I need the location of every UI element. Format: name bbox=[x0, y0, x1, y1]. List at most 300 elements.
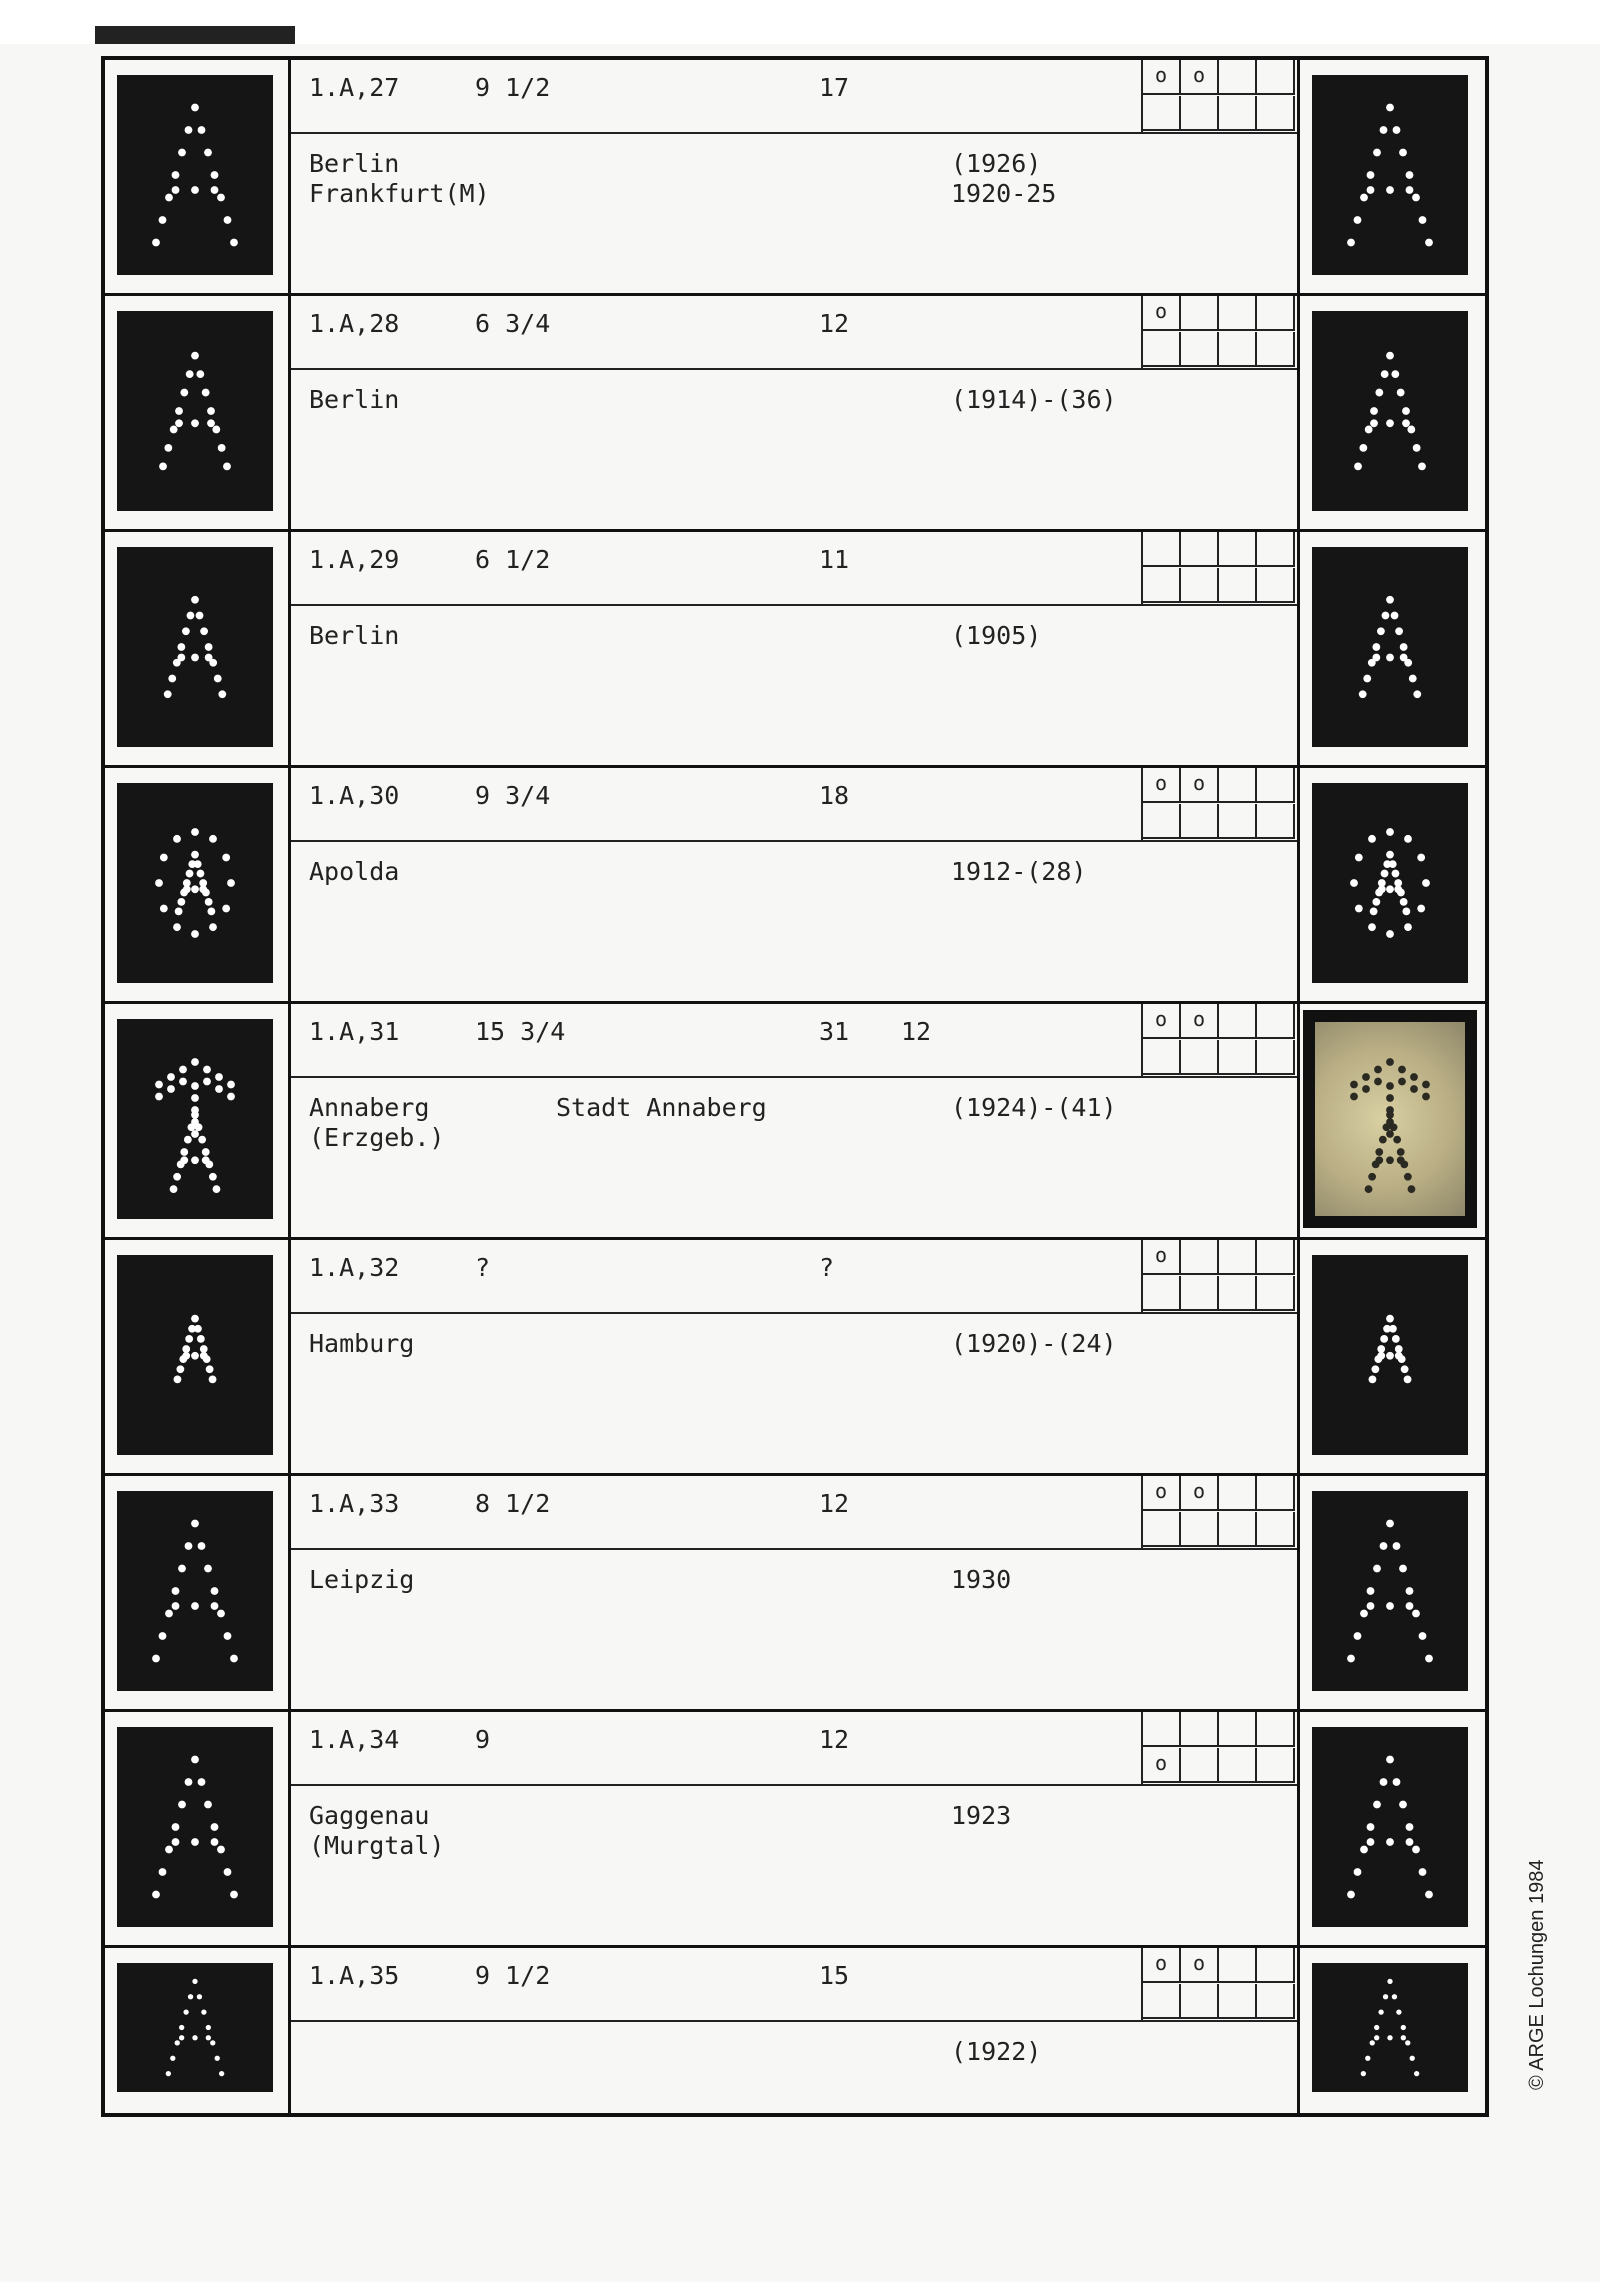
perforation-hole bbox=[1417, 854, 1425, 862]
mark-cell bbox=[1143, 532, 1181, 567]
perforation-hole bbox=[206, 1365, 214, 1373]
top-strip bbox=[0, 0, 1600, 44]
city-name: Hamburg bbox=[309, 1329, 415, 1358]
perforation-hole bbox=[211, 1602, 219, 1610]
perforation-hole bbox=[1375, 1148, 1383, 1156]
perforation-hole bbox=[1377, 1345, 1385, 1353]
perforation-hole bbox=[191, 1756, 199, 1764]
perforation-hole bbox=[1387, 2035, 1392, 2040]
perforation-hole bbox=[1390, 1123, 1398, 1131]
perforation-hole bbox=[167, 1085, 175, 1093]
mark-cell bbox=[1257, 568, 1295, 603]
perforation-hole bbox=[1350, 879, 1358, 887]
perforation-hole bbox=[176, 1365, 184, 1373]
catalog-entry bbox=[105, 1948, 1485, 2113]
entry-info bbox=[291, 768, 1297, 1001]
perforation-hole bbox=[1378, 2009, 1383, 2014]
left-perfin-pattern bbox=[120, 1966, 270, 2089]
perfin-size: 15 3/4 bbox=[475, 1017, 566, 1046]
perforation-hole bbox=[1404, 1375, 1412, 1383]
left-perfin-pattern bbox=[120, 1258, 270, 1452]
perforation-hole bbox=[191, 1094, 199, 1102]
perforation-hole bbox=[175, 419, 183, 427]
perforation-hole bbox=[1354, 462, 1362, 470]
right-stamp-cell bbox=[1297, 296, 1483, 529]
perforation-hole bbox=[1381, 870, 1389, 878]
perforation-hole bbox=[172, 1587, 180, 1595]
left-stamp-cell bbox=[105, 1476, 291, 1709]
perforation-hole bbox=[1370, 2040, 1375, 2045]
left-perfin-stamp bbox=[120, 1730, 270, 1924]
right-stamp-cell bbox=[1297, 532, 1483, 765]
perforation-hole bbox=[1399, 1565, 1407, 1573]
perforation-hole bbox=[1398, 1066, 1406, 1074]
catalog-entry bbox=[105, 60, 1485, 296]
city-name-secondary: (Erzgeb.) bbox=[309, 1123, 445, 1152]
entry-info bbox=[291, 1948, 1297, 2113]
perforation-hole bbox=[170, 2056, 175, 2061]
perforation-hole bbox=[202, 389, 210, 397]
mark-cell bbox=[1181, 1984, 1219, 2019]
perforation-hole bbox=[1347, 1891, 1355, 1899]
hole-count: 12 bbox=[819, 309, 850, 338]
catalog-number: 1.A,27 bbox=[309, 73, 400, 102]
right-perfin-pattern bbox=[1315, 550, 1465, 744]
catalog-entry bbox=[105, 296, 1485, 532]
perforation-hole bbox=[1425, 239, 1433, 247]
perforation-hole bbox=[209, 835, 217, 843]
mark-cell bbox=[1181, 1040, 1219, 1075]
right-stamp-cell bbox=[1297, 1240, 1483, 1473]
left-stamp-cell bbox=[105, 1004, 291, 1237]
perforation-hole bbox=[1422, 1081, 1430, 1089]
left-perfin-stamp bbox=[120, 550, 270, 744]
right-perfin-stamp bbox=[1315, 1966, 1465, 2089]
mark-cell: o bbox=[1181, 1004, 1219, 1039]
perforation-hole bbox=[1406, 1838, 1414, 1846]
mark-cell bbox=[1143, 1712, 1181, 1747]
perforation-hole bbox=[1361, 2071, 1366, 2076]
perforation-hole bbox=[209, 1173, 217, 1181]
perforation-hole bbox=[197, 870, 205, 878]
perforation-hole bbox=[1407, 426, 1415, 434]
left-stamp-cell bbox=[105, 532, 291, 765]
mark-cell bbox=[1219, 1004, 1257, 1039]
perforation-hole bbox=[1386, 1130, 1394, 1138]
entry-info bbox=[291, 296, 1297, 529]
left-perfin-pattern bbox=[120, 314, 270, 508]
perforation-hole bbox=[1386, 1082, 1394, 1090]
perforation-hole bbox=[1354, 1632, 1362, 1640]
perforation-hole bbox=[177, 898, 185, 906]
perforation-hole bbox=[191, 828, 199, 836]
right-stamp-cell bbox=[1297, 1004, 1483, 1237]
marks-grid bbox=[1141, 60, 1296, 132]
mark-cell bbox=[1181, 1276, 1219, 1311]
perforation-hole bbox=[204, 1801, 212, 1809]
right-perfin-pattern bbox=[1315, 1258, 1465, 1452]
perforation-hole bbox=[184, 1136, 192, 1144]
right-perfin-stamp bbox=[1315, 1022, 1465, 1216]
perforation-hole bbox=[1412, 1610, 1420, 1618]
city-name: Apolda bbox=[309, 857, 400, 886]
perforation-hole bbox=[200, 627, 208, 635]
perforation-hole bbox=[1406, 1823, 1414, 1831]
perforation-hole bbox=[155, 1081, 163, 1089]
mark-cell bbox=[1219, 532, 1257, 567]
perforation-hole bbox=[1386, 828, 1394, 836]
mark-cell bbox=[1143, 1512, 1181, 1547]
perforation-hole bbox=[192, 2035, 197, 2040]
mark-cell bbox=[1181, 96, 1219, 131]
right-stamp-cell bbox=[1297, 768, 1483, 1001]
perforation-hole bbox=[152, 1655, 160, 1663]
usage-period: (1922) bbox=[951, 2037, 1042, 2066]
mark-cell bbox=[1257, 296, 1295, 331]
perforation-hole bbox=[200, 1345, 208, 1353]
perforation-hole bbox=[165, 194, 173, 202]
perforation-hole bbox=[218, 444, 226, 452]
perforation-hole bbox=[1367, 1838, 1375, 1846]
perfin-size: 9 3/4 bbox=[475, 781, 551, 810]
right-perfin-pattern bbox=[1315, 1022, 1465, 1216]
mark-cell: o bbox=[1143, 1004, 1181, 1039]
copyright-note: © ARGE Lochungen 1984 bbox=[1526, 1859, 1548, 2090]
perforation-hole bbox=[1377, 1352, 1385, 1360]
perforation-hole bbox=[1419, 1868, 1427, 1876]
perforation-hole bbox=[1396, 2009, 1401, 2014]
perforation-hole bbox=[1347, 1655, 1355, 1663]
perforation-hole bbox=[213, 1185, 221, 1193]
perforation-hole bbox=[1401, 2025, 1406, 2030]
perforation-hole bbox=[209, 1375, 217, 1383]
perforation-hole bbox=[1367, 1587, 1375, 1595]
perforation-hole bbox=[1387, 1979, 1392, 1984]
header-rule bbox=[291, 604, 1297, 606]
perforation-hole bbox=[1347, 239, 1355, 247]
catalog-entry bbox=[105, 532, 1485, 768]
mark-cell bbox=[1257, 1040, 1295, 1075]
perforation-hole bbox=[1392, 1994, 1397, 1999]
perforation-hole bbox=[191, 1520, 199, 1528]
perforation-hole bbox=[1392, 1335, 1400, 1343]
marks-grid bbox=[1141, 1476, 1296, 1548]
perforation-hole bbox=[1412, 1846, 1420, 1854]
perforation-hole bbox=[1367, 186, 1375, 194]
company-name: Stadt Annaberg bbox=[556, 1093, 767, 1122]
catalog-number: 1.A,29 bbox=[309, 545, 400, 574]
mark-cell bbox=[1219, 568, 1257, 603]
hole-count: 15 bbox=[819, 1961, 850, 1990]
usage-period: (1926) bbox=[951, 149, 1042, 178]
perforation-hole bbox=[199, 885, 207, 893]
perfin-size: 6 3/4 bbox=[475, 309, 551, 338]
perforation-hole bbox=[188, 1994, 193, 1999]
perforation-hole bbox=[1395, 627, 1403, 635]
usage-period: (1920)-(24) bbox=[951, 1329, 1117, 1358]
perforation-hole bbox=[175, 407, 183, 415]
right-perfin-stamp bbox=[1315, 786, 1465, 980]
marks-grid bbox=[1141, 532, 1296, 604]
perforation-hole bbox=[1401, 1365, 1409, 1373]
mark-cell bbox=[1257, 1476, 1295, 1511]
perforation-hole bbox=[1413, 690, 1421, 698]
perforation-hole bbox=[207, 907, 215, 915]
usage-period: 1930 bbox=[951, 1565, 1012, 1594]
perforation-hole bbox=[211, 1587, 219, 1595]
perforation-hole bbox=[174, 1375, 182, 1383]
perforation-hole bbox=[177, 643, 185, 651]
left-perfin-pattern bbox=[120, 78, 270, 272]
perforation-hole bbox=[175, 2040, 180, 2045]
perforation-hole bbox=[159, 216, 167, 224]
perforation-hole bbox=[1402, 907, 1410, 915]
city-name: Leipzig bbox=[309, 1565, 415, 1594]
perforation-hole bbox=[215, 2056, 220, 2061]
entry-info bbox=[291, 1240, 1297, 1473]
perforation-hole bbox=[1374, 1078, 1382, 1086]
perforation-hole bbox=[1373, 1801, 1381, 1809]
city-name: Annaberg bbox=[309, 1093, 430, 1122]
mark-cell bbox=[1143, 568, 1181, 603]
mark-cell bbox=[1143, 1276, 1181, 1311]
marks-grid bbox=[1141, 768, 1296, 840]
perforation-hole bbox=[1359, 444, 1367, 452]
perforation-hole bbox=[182, 627, 190, 635]
mark-cell bbox=[1219, 60, 1257, 95]
perforation-hole bbox=[1392, 870, 1400, 878]
mark-cell: o bbox=[1181, 1476, 1219, 1511]
perforation-hole bbox=[224, 1868, 232, 1876]
perforation-hole bbox=[180, 1148, 188, 1156]
mark-cell: o bbox=[1143, 296, 1181, 331]
catalog-entry bbox=[105, 1004, 1485, 1240]
perforation-hole bbox=[1386, 1156, 1394, 1164]
hole-count: 18 bbox=[819, 781, 850, 810]
perforation-hole bbox=[224, 1632, 232, 1640]
perforation-hole bbox=[1389, 860, 1397, 868]
city-name-secondary: (Murgtal) bbox=[309, 1831, 445, 1860]
perforation-hole bbox=[185, 126, 193, 134]
perforation-hole bbox=[1370, 407, 1378, 415]
usage-period: 1923 bbox=[951, 1801, 1012, 1830]
perforation-hole bbox=[187, 612, 195, 620]
perforation-hole bbox=[1397, 1156, 1405, 1164]
perforation-hole bbox=[1374, 1066, 1382, 1074]
perforation-hole bbox=[222, 854, 230, 862]
hole-count: 12 bbox=[819, 1725, 850, 1754]
perforation-hole bbox=[1373, 149, 1381, 157]
perforation-hole bbox=[172, 171, 180, 179]
perforation-hole bbox=[198, 1778, 206, 1786]
mark-cell bbox=[1143, 1984, 1181, 2019]
perforation-hole bbox=[1380, 1778, 1388, 1786]
mark-cell bbox=[1181, 804, 1219, 839]
perforation-hole bbox=[217, 1846, 225, 1854]
perforation-hole bbox=[191, 885, 199, 893]
perforation-hole bbox=[1386, 1094, 1394, 1102]
perforation-hole bbox=[191, 1156, 199, 1164]
perforation-hole bbox=[160, 854, 168, 862]
perforation-hole bbox=[206, 2025, 211, 2030]
perforation-hole bbox=[155, 879, 163, 887]
right-perfin-pattern bbox=[1315, 314, 1465, 508]
perforation-hole bbox=[179, 2035, 184, 2040]
catalog-number: 1.A,33 bbox=[309, 1489, 400, 1518]
perforation-hole bbox=[166, 2071, 171, 2076]
perforation-hole bbox=[1422, 879, 1430, 887]
perforation-hole bbox=[191, 930, 199, 938]
left-stamp-cell bbox=[105, 1948, 291, 2113]
perforation-hole bbox=[1360, 1610, 1368, 1618]
mark-cell: o bbox=[1143, 768, 1181, 803]
perforation-hole bbox=[173, 1173, 181, 1181]
mark-cell bbox=[1181, 532, 1219, 567]
left-stamp-cell bbox=[105, 1240, 291, 1473]
perforation-hole bbox=[209, 923, 217, 931]
perforation-hole bbox=[167, 1073, 175, 1081]
catalog-entry bbox=[105, 1476, 1485, 1712]
hole-count: 31 bbox=[819, 1017, 850, 1046]
perforation-hole bbox=[1367, 1823, 1375, 1831]
perforation-hole bbox=[1383, 1994, 1388, 1999]
right-perfin-stamp bbox=[1315, 1258, 1465, 1452]
perforation-hole bbox=[191, 654, 199, 662]
perforation-hole bbox=[1410, 1085, 1418, 1093]
perforation-hole bbox=[1367, 1602, 1375, 1610]
perforation-hole bbox=[180, 389, 188, 397]
perforation-hole bbox=[1359, 690, 1367, 698]
perforation-hole bbox=[191, 851, 199, 859]
perforation-hole bbox=[1422, 1093, 1430, 1101]
perforation-hole bbox=[1389, 1325, 1397, 1333]
perfin-size: 9 1/2 bbox=[475, 73, 551, 102]
perforation-hole bbox=[1386, 851, 1394, 859]
right-perfin-stamp bbox=[1315, 1730, 1465, 1924]
header-rule bbox=[291, 840, 1297, 842]
perforation-hole bbox=[223, 462, 231, 470]
perforation-hole bbox=[1368, 923, 1376, 931]
perforation-hole bbox=[1393, 1136, 1401, 1144]
mark-cell bbox=[1257, 96, 1295, 131]
left-perfin-pattern bbox=[120, 1022, 270, 1216]
left-perfin-pattern bbox=[120, 1730, 270, 1924]
mark-cell bbox=[1181, 1748, 1219, 1783]
entry-info bbox=[291, 1004, 1297, 1237]
marks-grid bbox=[1141, 1948, 1296, 2020]
mark-cell bbox=[1219, 1948, 1257, 1983]
perforation-hole bbox=[1400, 643, 1408, 651]
perforation-hole bbox=[1386, 1315, 1394, 1323]
perforation-hole bbox=[1391, 612, 1399, 620]
header-rule bbox=[291, 1312, 1297, 1314]
perforation-hole bbox=[178, 1565, 186, 1573]
catalog-entry bbox=[105, 768, 1485, 1004]
perforation-hole bbox=[1365, 2056, 1370, 2061]
perforation-hole bbox=[203, 1078, 211, 1086]
perforation-hole bbox=[1405, 2040, 1410, 2045]
perforation-hole bbox=[1400, 898, 1408, 906]
perforation-hole bbox=[191, 352, 199, 360]
perforation-hole bbox=[1350, 1093, 1358, 1101]
perforation-hole bbox=[1402, 407, 1410, 415]
header-rule bbox=[291, 1548, 1297, 1550]
mark-cell bbox=[1219, 1240, 1257, 1275]
perforation-hole bbox=[207, 419, 215, 427]
mark-cell bbox=[1219, 1040, 1257, 1075]
perforation-hole bbox=[1360, 194, 1368, 202]
mark-cell: o bbox=[1143, 1748, 1181, 1783]
perforation-hole bbox=[1378, 885, 1386, 893]
perforation-hole bbox=[179, 2025, 184, 2030]
mark-cell bbox=[1257, 1276, 1295, 1311]
perforation-hole bbox=[170, 426, 178, 434]
perforation-hole bbox=[197, 1335, 205, 1343]
left-perfin-stamp bbox=[120, 314, 270, 508]
perforation-hole bbox=[191, 419, 199, 427]
perforation-hole bbox=[215, 1085, 223, 1093]
perforation-hole bbox=[230, 1655, 238, 1663]
perforation-hole bbox=[205, 654, 213, 662]
city-name-secondary: Frankfurt(M) bbox=[309, 179, 490, 208]
perforation-hole bbox=[1399, 149, 1407, 157]
perforation-hole bbox=[179, 1066, 187, 1074]
perforation-hole bbox=[1372, 643, 1380, 651]
mark-cell: o bbox=[1181, 1948, 1219, 1983]
perforation-hole bbox=[191, 1058, 199, 1066]
perforation-hole bbox=[1394, 885, 1402, 893]
perforation-hole bbox=[230, 239, 238, 247]
city-name: Berlin bbox=[309, 149, 400, 178]
mark-cell bbox=[1143, 96, 1181, 131]
perforation-hole bbox=[1375, 389, 1383, 397]
perforation-hole bbox=[205, 898, 213, 906]
perforation-hole bbox=[198, 1542, 206, 1550]
perforation-hole bbox=[194, 1325, 202, 1333]
perforation-hole bbox=[1386, 1756, 1394, 1764]
mark-cell bbox=[1257, 332, 1295, 367]
mark-cell bbox=[1219, 768, 1257, 803]
perforation-hole bbox=[1380, 1542, 1388, 1550]
perforation-hole bbox=[1362, 1073, 1370, 1081]
mark-cell bbox=[1257, 60, 1295, 95]
header-rule bbox=[291, 368, 1297, 370]
perforation-hole bbox=[212, 426, 220, 434]
right-perfin-stamp bbox=[1315, 1494, 1465, 1688]
catalog-entry bbox=[105, 1712, 1485, 1948]
perforation-hole bbox=[219, 2071, 224, 2076]
perforation-hole bbox=[217, 194, 225, 202]
perforation-hole bbox=[1369, 1375, 1377, 1383]
mark-cell bbox=[1181, 332, 1219, 367]
perforation-hole bbox=[1379, 1136, 1387, 1144]
mark-cell bbox=[1181, 296, 1219, 331]
left-stamp-cell bbox=[105, 60, 291, 293]
perforation-hole bbox=[201, 2009, 206, 2014]
perforation-hole bbox=[1406, 186, 1414, 194]
mark-cell bbox=[1257, 1712, 1295, 1747]
perforation-hole bbox=[182, 1345, 190, 1353]
perforation-hole bbox=[211, 1838, 219, 1846]
right-perfin-pattern bbox=[1315, 1730, 1465, 1924]
mark-cell bbox=[1219, 1276, 1257, 1311]
perforation-hole bbox=[1386, 1838, 1394, 1846]
right-stamp-cell bbox=[1297, 1476, 1483, 1709]
mark-cell bbox=[1257, 1240, 1295, 1275]
entry-info bbox=[291, 60, 1297, 293]
perforation-hole bbox=[198, 1136, 206, 1144]
perforation-hole bbox=[191, 1130, 199, 1138]
